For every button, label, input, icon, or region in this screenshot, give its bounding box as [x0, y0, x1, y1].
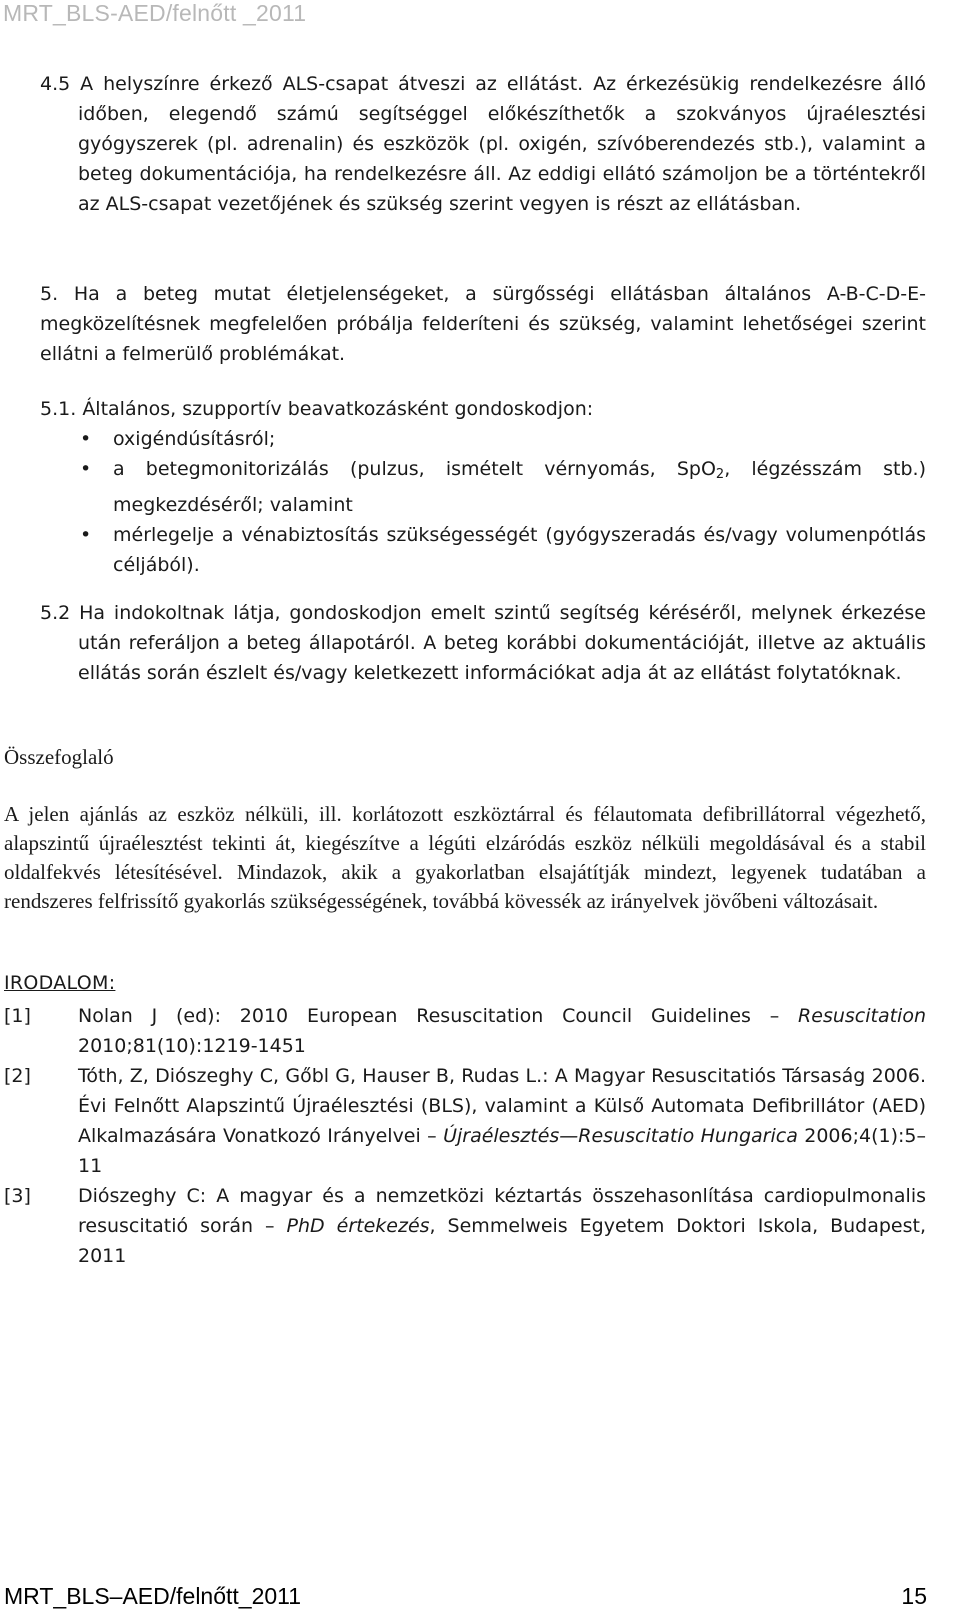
reference-item	[4, 1181, 926, 1271]
reference-citation: , Semmelweis Egyetem Doktori Iskola, Budapest, 2011	[78, 1215, 926, 1267]
bullet-list	[40, 424, 926, 580]
reference-text: Diószeghy C: A magyar és a nemzetközi kéztartás összehasonlítása cardiopulmonalis resuscitatió során –	[78, 1185, 926, 1237]
summary-paragraph: A jelen ajánlás az eszköz nélküli, ill. korlátozott eszköztárral és félautomata defibrillátorral végezhető, alapszintű újraélesztést tekinti át, kiegészítve a légúti elzáródás eszköz nélküli megoldásával és a stabil oldalfekvés létesítésével. Mindazok, akik a gyakorlatban elsajátítják mindezt, legyenek tudatában a rendszeres felfrissítő gyakorlás szükségességének, továbbá kövessék az irányelvek jövőbeni változásait.	[4, 802, 926, 913]
section-5-1-intro: Általános, szupportív beavatkozásként gondoskodjon:	[82, 398, 594, 420]
reference-text: Nolan J (ed): 2010 European Resuscitation Council Guidelines –	[78, 1005, 799, 1027]
section-5-1	[40, 394, 926, 580]
bullet-text-part: a betegmonitorizálás (pulzus, ismételt vérnyomás, SpO	[113, 458, 716, 480]
subscript: 2	[715, 467, 725, 482]
section-5-text: Ha a beteg mutat életjelenségeket, a sürgősségi ellátásban általános A-B-C-D-E-megközelítésnek megfelelően próbálja felderíteni és szükség, valamint lehetőségei szerint ellátni a felmerülő problémákat.	[40, 283, 926, 365]
bullet-item	[40, 454, 926, 520]
section-5-2	[40, 598, 926, 688]
section-4-5-number: 4.5	[40, 73, 71, 95]
reference-item	[4, 1061, 926, 1181]
section-5-2-text: Ha indokoltnak látja, gondoskodjon emelt szintű segítség kéréséről, melynek érkezése után referáljon a beteg állapotáról. A beteg korábbi dokumentációját, illetve az aktuális ellátás során észlelt és/vagy keletkezett információkat adja át az ellátást folytatóknak.	[78, 602, 926, 684]
reference-number: [2]	[4, 1065, 31, 1087]
section-4-5	[40, 69, 926, 219]
bullet-icon: •	[80, 428, 92, 450]
reference-citation: 2010;81(10):1219-1451	[78, 1035, 306, 1057]
bullet-item	[40, 520, 926, 580]
bullet-text	[113, 458, 926, 516]
summary-title: Összefoglaló	[4, 745, 114, 769]
reference-item	[4, 1001, 926, 1061]
section-4-5-text: A helyszínre érkező ALS-csapat átveszi az ellátást. Az érkezésükig rendelkezésre álló időben, elegendő számú segítséggel előkészíthetők a szokványos újraélesztési gyógyszerek (pl. adrenalin) és eszközök (pl. oxigén, szívóberendezés stb.), valamint a beteg dokumentációja, ha rendelkezésre áll. Az eddigi ellátó számoljon be a történtekről az ALS-csapat vezetőjének és szükség szerint vegyen is részt az ellátásban.	[78, 73, 926, 215]
running-header: MRT_BLS-AED/felnőtt _2011	[3, 0, 307, 26]
section-5-paragraph	[40, 279, 926, 369]
bullet-item	[40, 424, 926, 454]
section-5-number: 5.	[40, 283, 59, 305]
bullet-icon: •	[80, 458, 92, 480]
reference-text: Tóth, Z, Diószeghy C, Gőbl G, Hauser B, Rudas L.: A Magyar Resuscitatiós Társaság 2006. Évi Felnőtt Alapszintű Újraélesztési (BLS), valamint a Külső Automata Defibrillátor (AED) Alkalmazására Vonatkozó Irányelvei –	[78, 1065, 926, 1147]
references-title: IRODALOM:	[4, 972, 116, 994]
section-5-1-intro-line	[40, 394, 926, 424]
reference-citation: 2006;4(1):5–11	[78, 1125, 926, 1177]
section-5	[40, 279, 926, 369]
section-5-1-number: 5.1.	[40, 398, 77, 420]
page-number: 15	[901, 1583, 927, 1609]
reference-number: [3]	[4, 1185, 31, 1207]
reference-journal: PhD értekezés	[286, 1215, 430, 1237]
references-list	[4, 1001, 926, 1271]
bullet-text: oxigéndúsításról;	[113, 428, 276, 450]
reference-journal: Újraélesztés—Resuscitatio Hungarica	[443, 1125, 798, 1147]
footer-title: MRT_BLS–AED/felnőtt_2011	[4, 1583, 302, 1609]
section-5-2-number: 5.2	[40, 602, 71, 624]
section-5-2-paragraph	[40, 598, 926, 688]
bullet-text-part: , légzésszám stb.) megkezdéséről; valamint	[113, 458, 927, 516]
reference-number: [1]	[4, 1005, 31, 1027]
section-4-5-paragraph	[40, 69, 926, 219]
bullet-text: mérlegelje a vénabiztosítás szükségességét (gyógyszeradás és/vagy volumenpótlás céljából).	[113, 524, 926, 576]
bullet-icon: •	[80, 524, 92, 546]
reference-journal: Resuscitation	[798, 1005, 926, 1027]
